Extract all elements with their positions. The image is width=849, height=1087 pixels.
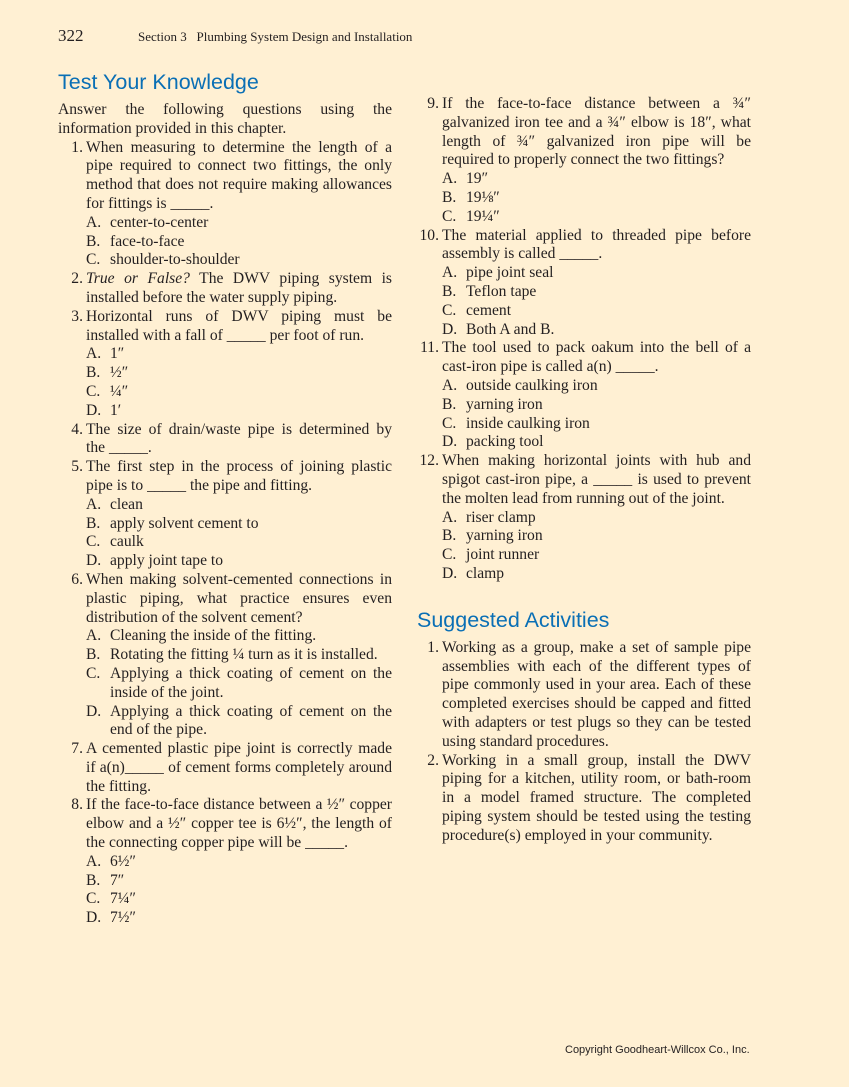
answer-option	[442, 170, 751, 189]
question-text	[86, 571, 392, 627]
question-text	[442, 227, 751, 265]
option-letter: C.	[86, 664, 101, 682]
option-text: apply solvent cement to	[110, 514, 259, 532]
suggested-activities-heading: Suggested Activities	[417, 607, 610, 632]
copyright-footer: Copyright Goodheart-Willcox Co., Inc.	[565, 1044, 750, 1056]
answer-option	[442, 208, 751, 227]
answer-option	[442, 283, 751, 302]
activity-text: Working as a group, make a set of sample pipe assemblies with each of the different types of pipe commonly used in your area. Each of these completed exercises should be capped and fitted with adapters or test plugs so they can be tested using standard procedures.	[442, 638, 751, 750]
option-text: yarning iron	[466, 395, 543, 413]
question-prefix: True or False?	[86, 270, 190, 288]
option-text: caulk	[110, 533, 144, 551]
activity-number: 1.	[427, 638, 439, 656]
option-text: Teflon tape	[466, 282, 537, 300]
option-letter: B.	[442, 188, 457, 206]
option-text: Applying a thick coating of cement on the inside of the joint.	[110, 664, 392, 701]
option-text: joint runner	[466, 546, 540, 564]
option-text: shoulder-to-shoulder	[110, 251, 240, 269]
option-text: apply joint tape to	[110, 552, 224, 570]
option-letter: B.	[442, 527, 457, 545]
answer-option	[86, 251, 392, 270]
answer-option	[442, 396, 751, 415]
option-text: riser clamp	[466, 508, 536, 526]
right-column	[417, 95, 751, 845]
question-text	[442, 95, 751, 170]
question-item	[417, 95, 751, 170]
activity-item	[417, 752, 751, 846]
answer-option	[86, 214, 392, 233]
answer-option	[86, 533, 392, 552]
activity-text: Working in a small group, install the DWV piping for a kitchen, utility room, or bath-room in a model framed structure. The completed piping system should be tested using the testing procedure(s) employed in your community.	[442, 751, 751, 844]
option-text: cement	[466, 301, 512, 319]
option-text: face-to-face	[110, 232, 185, 250]
question-text	[86, 458, 392, 496]
option-text: ½″	[110, 364, 129, 382]
answer-options	[442, 170, 751, 226]
activity-item	[417, 639, 751, 752]
question-item	[58, 139, 392, 214]
option-text: 19⅛″	[466, 188, 500, 206]
answer-option	[86, 364, 392, 383]
option-text: packing tool	[466, 433, 544, 451]
answer-option	[86, 496, 392, 515]
answer-options	[86, 214, 392, 270]
question-item	[417, 452, 751, 508]
answer-option	[442, 302, 751, 321]
option-letter: A.	[442, 508, 458, 526]
activity-list	[417, 639, 751, 846]
option-letter: D.	[442, 564, 458, 582]
option-letter: C.	[442, 414, 457, 432]
option-text: 6½″	[110, 852, 136, 870]
left-column	[58, 68, 392, 928]
question-number: 10.	[419, 226, 439, 244]
option-text: 1″	[110, 345, 125, 363]
question-body: The tool used to pack oakum into the bell of a cast-iron pipe is called a(n) _____.	[442, 339, 751, 376]
question-number: 8.	[71, 796, 83, 814]
question-number: 9.	[427, 95, 439, 112]
intro-text: Answer the following questions using the information provided in this chapter.	[58, 101, 392, 137]
question-number: 5.	[71, 458, 83, 476]
question-text	[86, 740, 392, 796]
option-letter: B.	[86, 871, 101, 889]
question-body: When measuring to determine the length of a pipe required to connect two fittings, the only method that does not require making allowances for fittings is _____.	[86, 138, 392, 212]
answer-option	[442, 546, 751, 565]
question-text	[442, 339, 751, 377]
question-body: If the face-to-face distance between a ¾″ galvanized iron tee and a ¾″ elbow is 18″, what length of ¾″ galvanized iron pipe will be required to properly connect the two fittings?	[442, 95, 751, 169]
option-text: Rotating the fitting ¼ turn as it is installed.	[110, 646, 378, 664]
question-text	[86, 308, 392, 346]
page-header	[58, 26, 412, 46]
option-letter: A.	[86, 495, 102, 513]
option-letter: A.	[442, 376, 458, 394]
question-body: The material applied to threaded pipe before assembly is called _____.	[442, 226, 751, 263]
answer-option	[86, 909, 392, 928]
question-body: If the face-to-face distance between a ½″ copper elbow and a ½″ copper tee is 6½″, the length of the connecting copper pipe will be _____.	[86, 796, 392, 852]
option-text: 1′	[110, 401, 122, 419]
question-item	[58, 740, 392, 796]
answer-option	[86, 402, 392, 421]
answer-options	[86, 853, 392, 928]
option-text: center-to-center	[110, 213, 209, 231]
answer-option	[86, 345, 392, 364]
answer-option	[442, 189, 751, 208]
question-number: 3.	[71, 307, 83, 325]
option-letter: A.	[442, 170, 458, 188]
answer-option	[86, 627, 392, 646]
answer-option	[442, 527, 751, 546]
option-text: 19″	[466, 170, 489, 188]
option-text: 7¼″	[110, 890, 136, 908]
question-number: 4.	[71, 420, 83, 438]
answer-options	[86, 627, 392, 740]
question-list-left	[58, 139, 392, 928]
answer-option	[86, 646, 392, 665]
answer-options	[86, 345, 392, 420]
option-letter: A.	[442, 264, 458, 282]
option-text: inside caulking iron	[466, 414, 590, 432]
option-text: 19¼″	[466, 207, 500, 225]
answer-option	[86, 890, 392, 909]
question-body: The first step in the process of joining plastic pipe is to _____ the pipe and fitting.	[86, 458, 392, 494]
answer-option	[442, 377, 751, 396]
answer-option	[86, 233, 392, 252]
option-text: Applying a thick coating of cement on the end of the pipe.	[110, 702, 392, 739]
option-letter: D.	[86, 909, 102, 927]
question-item	[417, 227, 751, 265]
question-item	[58, 458, 392, 496]
answer-option	[86, 665, 392, 703]
option-letter: C.	[442, 207, 457, 225]
answer-option	[86, 703, 392, 741]
option-letter: C.	[86, 382, 101, 400]
test-your-knowledge-heading: Test Your Knowledge	[58, 70, 259, 94]
question-body: The size of drain/waste pipe is determined by the _____.	[86, 420, 392, 457]
option-letter: D.	[86, 552, 102, 570]
answer-options	[442, 264, 751, 339]
option-text: pipe joint seal	[466, 264, 554, 282]
option-letter: A.	[86, 627, 102, 645]
option-text: Cleaning the inside of the fitting.	[110, 627, 317, 645]
answer-option	[442, 565, 751, 584]
option-letter: C.	[86, 533, 101, 551]
question-item	[58, 308, 392, 346]
question-item	[58, 270, 392, 308]
option-letter: B.	[86, 646, 101, 664]
question-text	[86, 796, 392, 852]
option-text: clamp	[466, 564, 505, 582]
option-letter: A.	[86, 213, 102, 231]
question-text	[86, 421, 392, 459]
question-text	[86, 139, 392, 214]
answer-option	[442, 264, 751, 283]
option-letter: B.	[442, 395, 457, 413]
option-letter: B.	[442, 282, 457, 300]
option-letter: A.	[86, 345, 102, 363]
option-text: clean	[110, 495, 143, 513]
question-body: When making solvent-cemented connections in plastic piping, what practice ensures even distribution of the solvent cement?	[86, 570, 392, 626]
question-list-right	[417, 95, 751, 584]
option-text: 7½″	[110, 909, 136, 927]
option-letter: A.	[86, 852, 102, 870]
question-body: A cemented plastic pipe joint is correctly made if a(n)_____ of cement forms completely around the fitting.	[86, 740, 392, 795]
answer-option	[86, 552, 392, 571]
option-text: Both A and B.	[466, 320, 555, 338]
question-number: 11.	[420, 339, 439, 357]
option-letter: B.	[86, 232, 101, 250]
question-text	[86, 270, 392, 308]
option-letter: C.	[86, 251, 101, 269]
question-body: Horizontal runs of DWV piping must be installed with a fall of _____ per foot of run.	[86, 307, 392, 344]
question-number: 7.	[71, 740, 83, 758]
answer-options	[442, 509, 751, 584]
option-letter: B.	[86, 514, 101, 532]
answer-options	[442, 377, 751, 452]
option-letter: C.	[442, 301, 457, 319]
question-number: 12.	[419, 452, 439, 470]
option-letter: D.	[442, 433, 458, 451]
page-number: 322	[58, 26, 84, 45]
question-text	[442, 452, 751, 508]
option-text: outside caulking iron	[466, 376, 598, 394]
option-letter: D.	[86, 702, 102, 720]
option-text: yarning iron	[466, 527, 543, 545]
answer-option	[86, 383, 392, 402]
answer-option	[442, 321, 751, 340]
activity-number: 2.	[427, 751, 439, 769]
answer-option	[442, 415, 751, 434]
question-number: 6.	[71, 570, 83, 588]
answer-options	[86, 496, 392, 571]
option-letter: D.	[442, 320, 458, 338]
question-body: The DWV piping system is installed before the water supply piping.	[86, 270, 393, 306]
option-letter: C.	[86, 890, 101, 908]
question-item	[58, 796, 392, 852]
question-body: When making horizontal joints with hub and spigot cast-iron pipe, a _____ is used to prevent the molten lead from running out of the joint.	[442, 452, 751, 507]
answer-option	[86, 872, 392, 891]
option-text: ¼″	[110, 382, 129, 400]
question-number: 1.	[71, 138, 83, 156]
option-text: 7″	[110, 871, 125, 889]
running-head: Section 3 Plumbing System Design and Installation	[138, 29, 413, 44]
option-letter: C.	[442, 546, 457, 564]
option-letter: D.	[86, 401, 102, 419]
answer-option	[86, 853, 392, 872]
question-item	[58, 571, 392, 627]
question-item	[58, 421, 392, 459]
answer-option	[442, 509, 751, 528]
question-item	[417, 339, 751, 377]
answer-option	[442, 433, 751, 452]
answer-option	[86, 515, 392, 534]
option-letter: B.	[86, 364, 101, 382]
question-number: 2.	[71, 270, 83, 288]
